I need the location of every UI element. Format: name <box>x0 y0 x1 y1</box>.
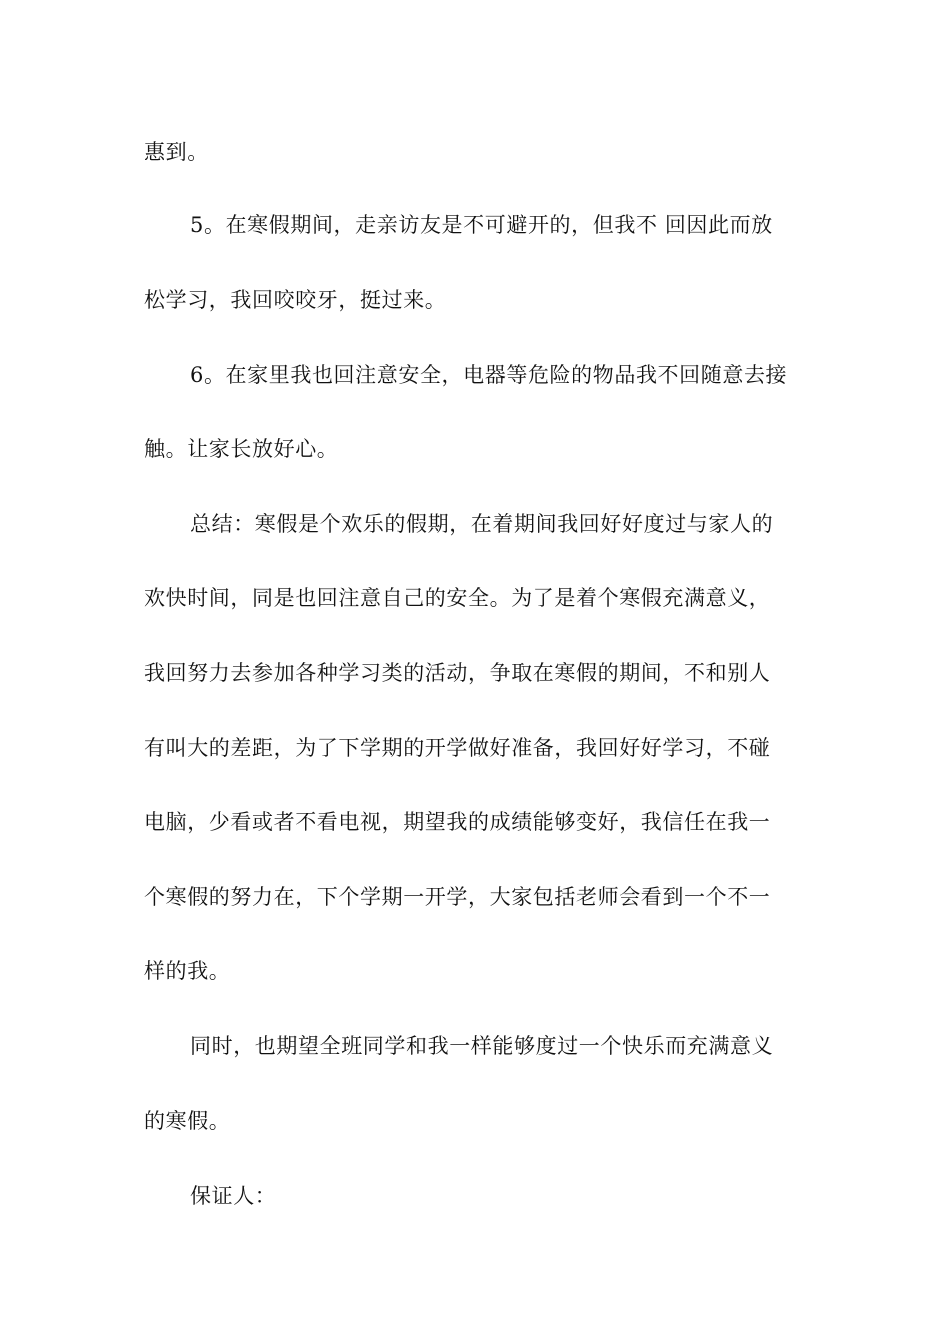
text-line: 总结：寒假是个欢乐的假期，在着期间我回好好度过与家人的 <box>190 512 774 536</box>
text-line: 的寒假。 <box>144 1109 231 1133</box>
signature-label: 保证人： <box>190 1184 277 1208</box>
text-line: 有叫大的差距，为了下学期的开学做好准备，我回好好学习，不碰 <box>144 736 771 760</box>
text-line: 触。让家长放好心。 <box>144 437 339 461</box>
text-line: 电脑，少看或者不看电视，期望我的成绩能够变好，我信任在我一 <box>144 810 771 834</box>
text-line: 松学习，我回咬咬牙，挺过来。 <box>144 288 447 312</box>
text-line: 样的我。 <box>144 959 231 983</box>
text-line: 我回努力去参加各种学习类的活动，争取在寒假的期间，不和别人 <box>144 661 771 685</box>
text-line: 欢快时间，同是也回注意自己的安全。为了是着个寒假充满意义， <box>144 586 771 610</box>
text-line: 5。在寒假期间，走亲访友是不可避开的，但我不 回因此而放 <box>190 213 773 237</box>
text-line: 惠到。 <box>144 140 209 164</box>
text-line: 同时，也期望全班同学和我一样能够度过一个快乐而充满意义 <box>190 1034 774 1058</box>
text-line: 个寒假的努力在，下个学期一开学，大家包括老师会看到一个不一 <box>144 885 771 909</box>
text-line: 6。在家里我也回注意安全，电器等危险的物品我不回随意去接 <box>190 363 788 387</box>
